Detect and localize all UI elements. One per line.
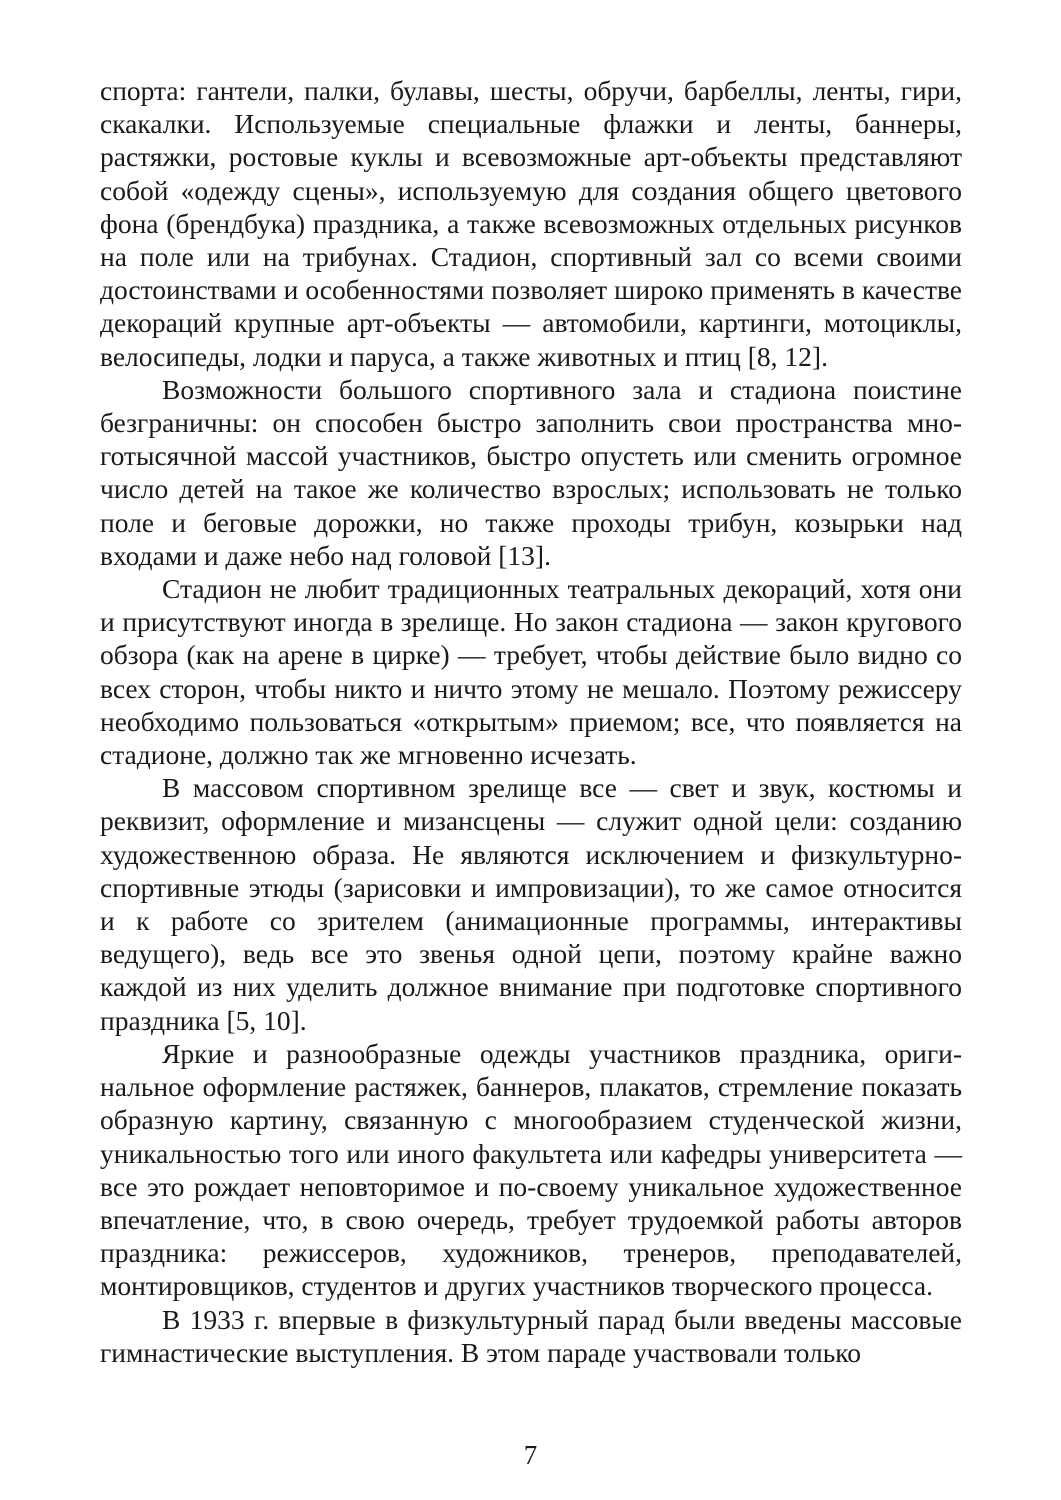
- paragraph: В 1933 г. впервые в физкультурный парад были введены массовые гимнастические выступления. В этом параде участвовали только: [100, 1303, 962, 1368]
- paragraph-continuation: спорта: гантели, палки, булавы, шесты, обручи, барбеллы, ленты, гири, скакалки. Используемые специальные флажки и ленты, баннеры, растяжки, ростовые куклы и всевозможные арт-объекты представляют собой «одежду сцены», используемую для создания общего цветового фона (брендбука) праздника, а также всевозможных отдельных рисунков на поле или на трибунах. Стадион, спортивный зал со всеми своими достоинствами и особенностями позволяет широко применять в качестве декораций крупные арт-объекты — автомобили, картинги, мотоциклы, велосипеды, лодки и паруса, а также животных и птиц [8, 12].: [100, 75, 962, 372]
- paragraph: Стадион не любит традиционных театральных декораций, хотя они и присутствуют иногда в зрелище. Но закон стадиона — закон кругового обзора (как на арене в цирке) — требует, чтобы действие было видно со всех сторон, чтобы никто и ничто этому не мешало. Поэтому режиссеру необходимо пользоваться «открытым» приемом; все, что появляется на стадионе, должно так же мгновенно исчезать.: [100, 573, 962, 771]
- paragraph: Яркие и разнообразные одежды участников праздника, оригинальное оформление растяжек, баннеров, плакатов, стремление показать образную картину, связанную с многообразием студенческой жизни, уникальностью того или иного факультета или кафедры университета — все это рождает неповторимое и по-своему уникальное художественное впечатление, что, в свою очередь, требует трудоемкой работы авторов праздника: режиссеров, художников, тренеров, преподавателей, монтировщиков, студентов и других участников творческого процесса.: [100, 1037, 962, 1302]
- page-body: [100, 74, 962, 1414]
- page-number: 7: [523, 1440, 538, 1470]
- paragraph: Возможности большого спортивного зала и стадиона поистине безграничны: он способен быстро заполнить свои пространства многотысячной массой участников, быстро опустеть или сменить огромное число детей на такое же количество взрослых; использовать не только поле и беговые дорожки, но также проходы трибун, козырьки над входами и даже небо над головой [13].: [100, 373, 962, 571]
- paragraph: В массовом спортивном зрелище все — свет и звук, костюмы и реквизит, оформление и мизансцены — служит одной цели: созданию художественною образа. Не являются исключением и физкультурно-спортивные этюды (зарисовки и импровизации), то же самое относится и к работе со зрителем (анимационные программы, интерактивы ведущего), ведь все это звенья одной цепи, поэтому крайне важно каждой из них уделить должное внимание при подготовке спортивного праздника [5, 10].: [100, 772, 962, 1036]
